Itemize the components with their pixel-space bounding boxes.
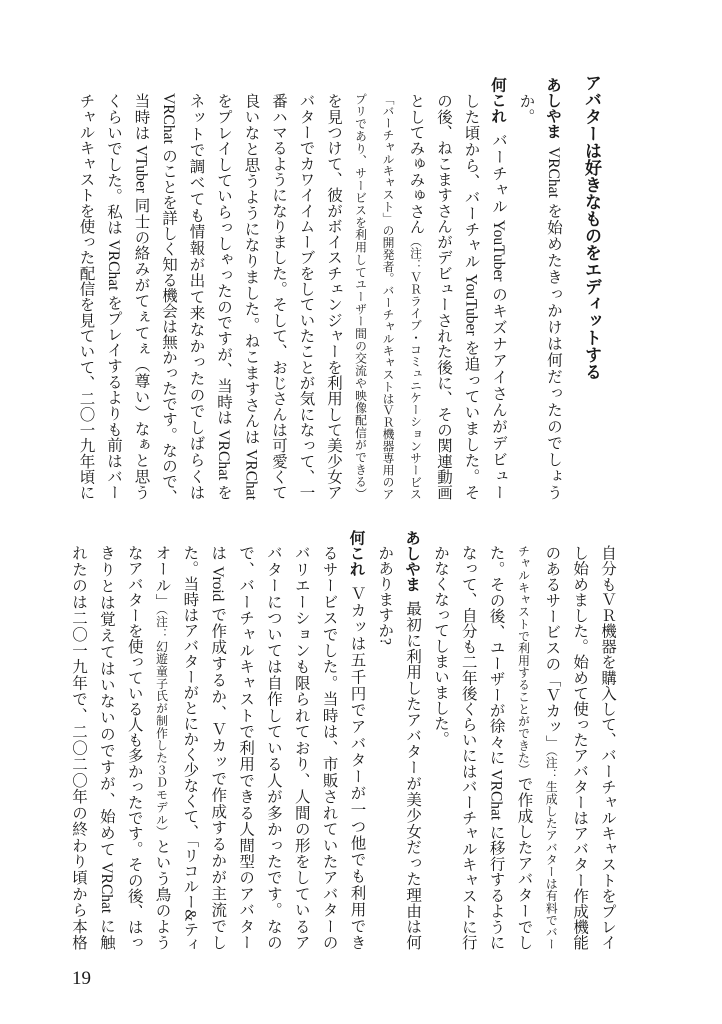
text-column [403,93,429,500]
text-column [371,545,397,950]
text-column [320,93,346,500]
text-column [204,545,230,950]
body-text: るサービスでした。当時は、市販されていたアバターの [320,545,338,950]
body-text: きりとは覚えてはいないのですが、始めて VRChat に触 [97,545,115,950]
page-number: 19 [72,968,91,989]
body-text: バーチャル YouTuber のキズナアイさんがデビュー [490,131,507,500]
body-text: で、バーチャルキャストで利用できる人間型のアバター [237,545,255,950]
body-text: れたのは二〇一九年で、二〇二〇年の終わり頃から本格 [70,545,88,950]
text-column [238,93,264,500]
annotation-note: （注：ＶＲライブ・コミュニケーションサービス [408,234,423,500]
body-text: チャルキャストを使った配信を見ていて、二〇一九年頃に [77,93,95,500]
text-column [93,545,119,950]
body-text: という鳥のよう [153,838,171,950]
body-text: 番ハマるようになりました。そして、おじさんは可愛くて [270,93,287,500]
body-text: かありますか? [376,545,394,645]
text-column [288,545,314,950]
text-column [149,545,175,950]
text-column [183,93,209,500]
body-text: バターでカワイイムーブをしていたことが気になって、一 [297,93,315,500]
body-text: をプレイしていらっしゃったのですが、当時は VRChat を [215,93,232,500]
text-column [348,93,374,500]
text-column [510,545,536,950]
speaker-label: 何これ [489,77,507,124]
text-column [121,545,147,950]
body-text: バターについては自作している人が多かったです。なの [264,545,282,950]
body-text: オール」 [153,545,171,610]
annotation-note: （注：生成したアバターは有料でバー [544,750,559,951]
body-text: くらいでした。私は VRChat をプレイするよりも前はバー [105,93,122,500]
text-column [566,545,592,950]
text-column [65,545,91,950]
text-column [343,530,369,950]
body-text: を見つけて、彼がボイスチェンジャーを利用して美少女ア [325,93,342,500]
text-column [293,93,319,500]
text-column [176,545,202,953]
text-column [594,545,620,950]
text-column [483,545,509,950]
text-column [375,93,401,500]
body-text: VRChat のことを詳しく知る機会は無かったです。なので、 [160,93,177,505]
body-text: バリエーションも限られており、人間の形をしているア [292,545,310,950]
body-text: で作成したアバターでし [515,775,533,951]
annotation-note: 「バーチャルキャスト」の開発者。バーチャルキャストはＶＲ機器専用のア [381,93,395,500]
body-text: のあるサービスの「Ｖカッ」 [543,545,561,751]
text-column [100,93,126,500]
body-text: 当時は VTuber 同士の絡みがてぇてぇ（尊い）なぁと思う [132,93,150,500]
text-column [232,545,258,950]
text-column [513,93,539,500]
body-text: VRChat を始めたきっかけは何だったのでしょう [545,147,562,500]
body-text: ネットで調べても情報が出て来なかったのでしばらくは [187,93,205,500]
body-text: した頃から、バーチャル YouTuber を追っていました。そ [462,93,480,500]
text-column [260,545,286,950]
annotation-note: チャルキャストで利用することができた） [516,545,531,776]
body-text: なって、自分も二年後くらいにはバーチャルキャストに行 [459,545,477,950]
text-column [155,93,181,505]
body-text: 自分もＶＲ機器を購入して、バーチャルキャストをプレイ [599,545,616,950]
body-text: 最初に利用したアバターが美少女だった理由は何 [404,600,422,950]
text-column [399,530,425,950]
annotation-note: プリであり、サービスを利用してユーザー間の交流や映像配信ができる） [353,93,368,500]
body-text: としてみゅみゅさん [407,93,425,235]
text-column [485,77,511,500]
text-column [316,545,342,950]
speaker-label: あしやま [544,77,562,139]
text-column [455,545,481,950]
body-text: し始めました。始めて使ったアバターはアバター作成機能 [571,545,589,950]
body-text: 良いなと思うようになりました。ねこますさんは VRChat [242,93,260,500]
body-text: た。その後、ユーザーが徐々に VRChat に移行するように [487,545,505,950]
body-text: なアバターを使っている人も多かったです。その後、はっ [125,545,143,950]
speaker-label: 何これ [347,530,366,577]
speaker-label: あしやま [403,530,422,592]
body-text: か。 [517,93,535,124]
text-column [538,545,564,950]
body-text: かなくなってしまいました。 [431,545,449,747]
body-text: の後、ねこますさんがデビューされた後に、その関連動画 [435,93,452,500]
text-column [128,93,154,500]
text-column [430,93,456,500]
body-text: Ｖカッは五千円でアバターが一つ他でも利用でき [348,584,366,950]
text-column [73,93,99,500]
text-column [265,93,291,500]
text-column [458,93,484,500]
article-title: アバターは好きなものをエディットする [581,74,601,380]
text-column [210,93,236,500]
annotation-note: （注：幻遊童子氏が制作した３Ｄモデル） [154,609,169,839]
text-column [540,77,566,500]
body-text: は Vroid で作成するか、Ｖカッで作成するかが主流でし [209,545,227,950]
body-text: た。当時はアバターがとにかく少なくて、「リコルー&ティ [181,545,199,953]
text-column [427,545,453,950]
